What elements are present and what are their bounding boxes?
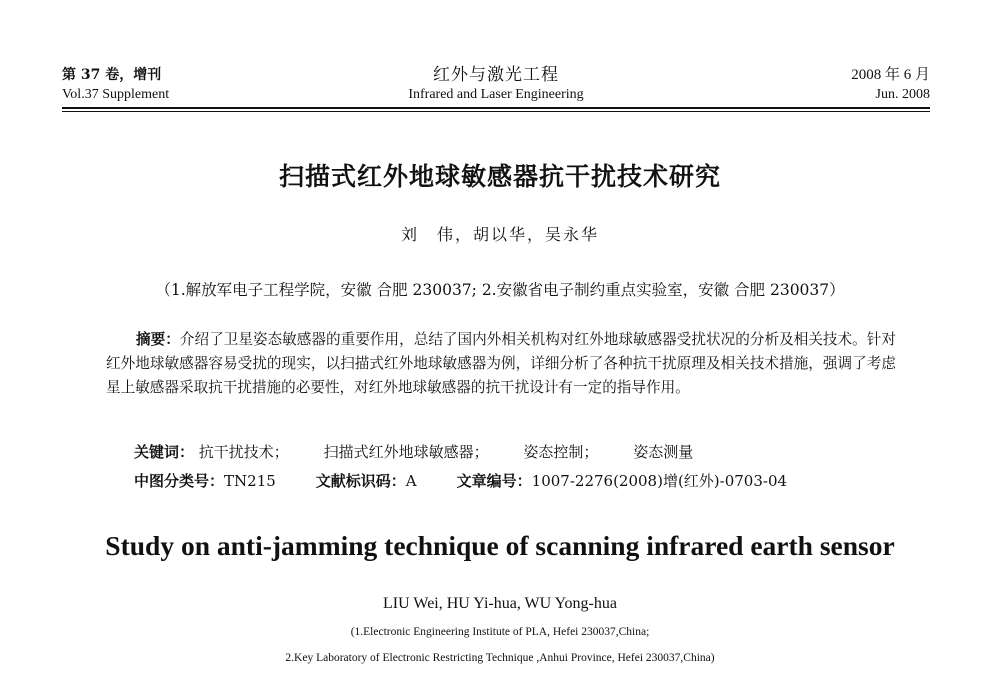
header-center: [62, 64, 930, 104]
keyword-item: 姿态控制；: [523, 443, 599, 461]
authors-en: LIU Wei, HU Yi-hua, WU Yong-hua: [383, 595, 617, 612]
date-zh: 2008 年 6 月: [851, 67, 930, 83]
abstract-zh: [106, 328, 896, 400]
header-rule-thin: [62, 111, 930, 112]
classification-line: [134, 470, 787, 491]
header-rule-thick: [62, 107, 930, 109]
article-number-value: 1007-2276(2008)增(红外)-0703-04: [531, 472, 788, 490]
doc-code-value: A: [405, 472, 417, 490]
clc-value: TN215: [224, 472, 276, 490]
journal-name-zh: 红外与激光工程: [433, 65, 559, 85]
clc-label: 中图分类号：: [134, 472, 225, 490]
journal-name-en: Infrared and Laser Engineering: [408, 87, 584, 102]
paper-title-en: Study on anti-jamming technique of scanning infrared earth sensor: [105, 530, 895, 561]
header-right: [851, 64, 930, 104]
authors-zh: 刘 伟，胡以华，吴永华: [400, 225, 599, 244]
article-number-label: 文章编号：: [456, 472, 532, 490]
keyword-item: 姿态测量: [633, 443, 694, 461]
affiliation-en-2: 2.Key Laboratory of Electronic Restricting Technique ,Anhui Province, Hefei 230037,China): [285, 652, 715, 664]
affiliation-zh: （1.解放军电子工程学院，安徽 合肥 230037; 2.安徽省电子制约重点实验室，安徽 合肥 230037）: [155, 281, 845, 299]
abstract-text: 介绍了卫星姿态敏感器的重要作用，总结了国内外相关机构对红外地球敏感器受扰状况的分析及相关技术。针对红外地球敏感器容易受扰的现实，以扫描式红外地球敏感器为例，详细分析了各种抗干扰原理及相关技术措施，强调了考虑星上敏感器采取抗干扰措施的必要性，对红外地球敏感器的抗干扰设计有一定的指导作用。: [106, 331, 896, 396]
volume-en: Vol.37 Supplement: [62, 87, 170, 102]
volume-zh: 第 37 卷，增刊: [62, 67, 162, 83]
affiliation-en-1: (1.Electronic Engineering Institute of PLA, Hefei 230037,China;: [350, 626, 650, 638]
date-en: Jun. 2008: [875, 87, 930, 102]
keywords-label: 关键词：: [134, 443, 195, 461]
keyword-item: 扫描式红外地球敏感器；: [323, 443, 489, 461]
paper-title-zh: 扫描式红外地球敏感器抗干扰技术研究: [278, 162, 721, 191]
doc-code-label: 文献标识码：: [315, 472, 406, 490]
keywords-zh: [134, 441, 723, 462]
keyword-item: 抗干扰技术；: [198, 443, 289, 461]
abstract-label: 摘要：: [136, 331, 180, 348]
